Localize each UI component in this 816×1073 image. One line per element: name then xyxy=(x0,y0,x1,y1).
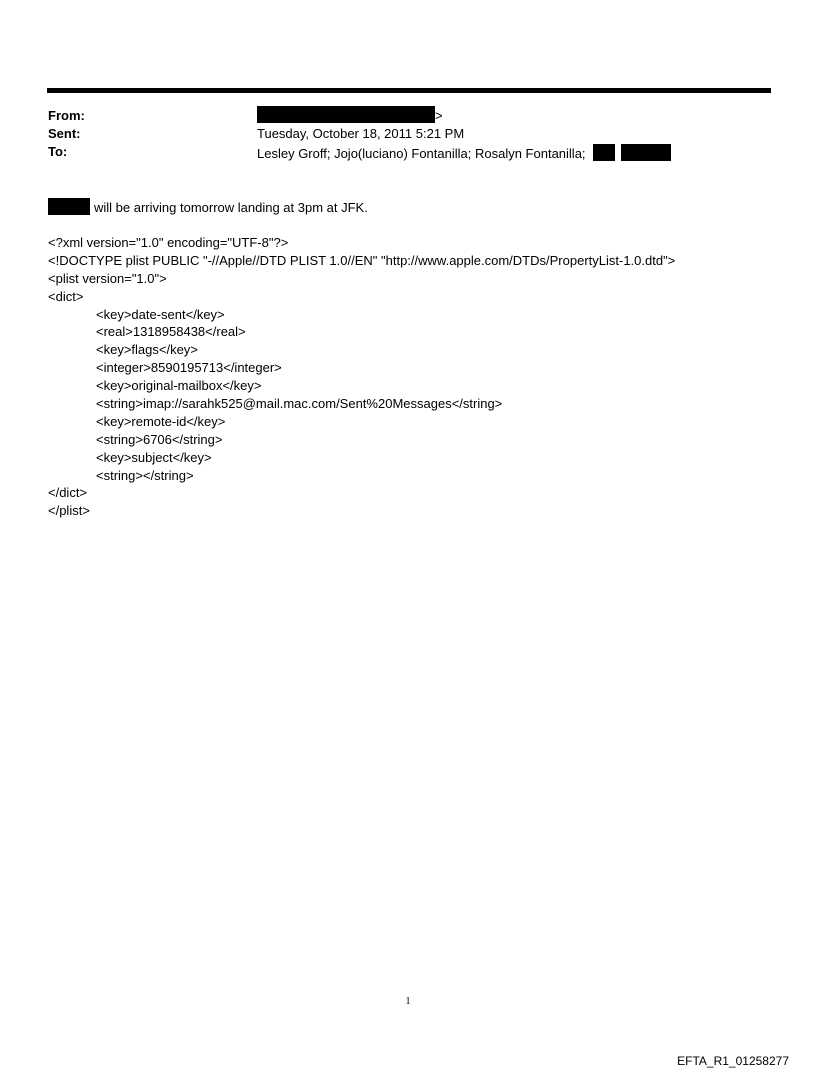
from-value xyxy=(257,106,443,124)
redaction-box xyxy=(621,144,671,161)
plist-line: <plist version="1.0"> xyxy=(48,270,167,286)
redaction-box xyxy=(593,144,615,161)
plist-line: </dict> xyxy=(48,485,88,501)
plist-line: <string>imap://sarahk525@mail.mac.com/Sent%20Messages</string> xyxy=(96,396,503,412)
plist-line: <string>6706</string> xyxy=(96,431,223,447)
plist-line: <key>flags</key> xyxy=(96,342,198,358)
header-divider xyxy=(47,88,771,93)
message-body-text: will be arriving tomorrow landing at 3pm at JFK. xyxy=(94,200,368,215)
plist-line: <key>date-sent</key> xyxy=(96,306,225,322)
plist-block xyxy=(48,234,675,520)
plist-line: <!DOCTYPE plist PUBLIC "-//Apple//DTD PLIST 1.0//EN" "http://www.apple.com/DTDs/PropertyList-1.0.dtd"> xyxy=(48,252,676,268)
plist-line: <string></string> xyxy=(96,467,194,483)
plist-line: </plist> xyxy=(48,503,90,519)
to-value xyxy=(257,144,671,162)
redaction-box xyxy=(257,106,435,123)
plist-line: <integer>8590195713</integer> xyxy=(96,360,282,376)
from-label: From: xyxy=(48,108,85,123)
plist-line: <key>remote-id</key> xyxy=(96,413,226,429)
plist-line: <key>original-mailbox</key> xyxy=(96,378,262,394)
redaction-box xyxy=(48,198,90,215)
plist-line: <key>subject</key> xyxy=(96,449,212,465)
to-label: To: xyxy=(48,144,68,159)
page-number: 1 xyxy=(405,996,411,1007)
plist-line: <real>1318958438</real> xyxy=(96,324,246,340)
plist-line: <dict> xyxy=(48,288,84,304)
plist-line: <?xml version="1.0" encoding="UTF-8"?> xyxy=(48,235,289,250)
sent-label: Sent: xyxy=(48,126,81,141)
to-recipients: Lesley Groff; Jojo(luciano) Fontanilla; Rosalyn Fontanilla; xyxy=(257,146,586,161)
from-suffix: > xyxy=(435,108,443,123)
sent-value: Tuesday, October 18, 2011 5:21 PM xyxy=(257,126,465,141)
bates-number: EFTA_R1_01258277 xyxy=(677,1054,789,1068)
message-body xyxy=(48,198,368,216)
